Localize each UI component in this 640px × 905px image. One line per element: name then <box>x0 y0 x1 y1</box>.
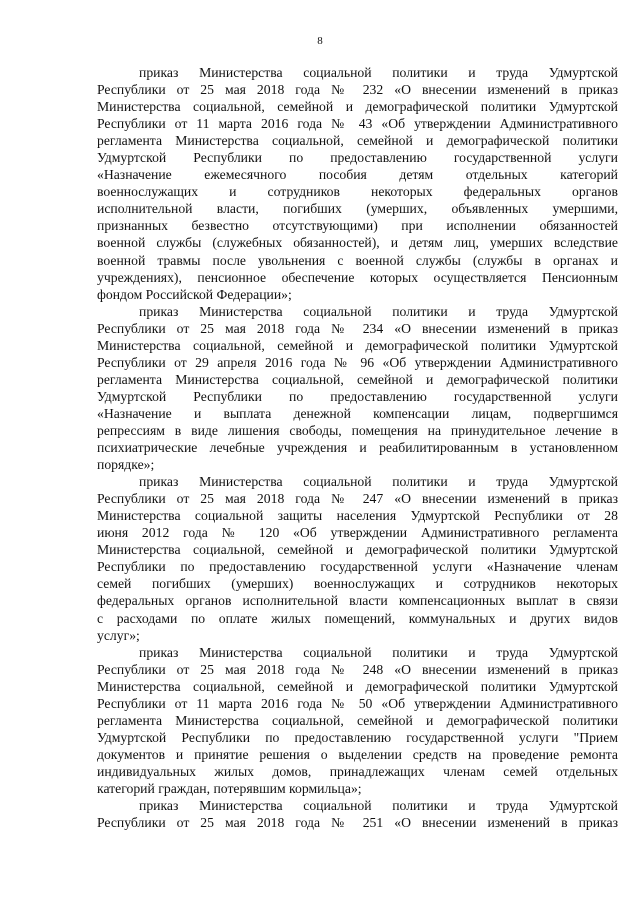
text-line: Удмуртской Республики по предоставлению государственной услуги "Прием <box>97 729 618 745</box>
text-line: Министерства социальной, семейной и демографической политики Удмуртской <box>97 337 618 353</box>
text-line: с расходами по оплате жилых помещений, коммунальных и других видов <box>97 610 618 626</box>
text-line: Республики от 25 мая 2018 года № 232 «О внесении изменений в приказ <box>97 82 618 98</box>
text-line: Республики от 11 марта 2016 года № 43 «Об утверждении Административного <box>97 116 618 132</box>
paragraph <box>97 797 618 831</box>
document-body <box>97 64 618 831</box>
text-line: Республики от 25 мая 2018 года № 234 «О внесении изменений в приказ <box>97 320 618 336</box>
text-line: Министерства социальной, семейной и демографической политики Удмуртской <box>97 542 618 558</box>
text-line: приказ Министерства социальной политики и труда Удмуртской <box>139 644 618 660</box>
text-line: федеральных органов исполнительной власти компенсационных выплат в связи <box>97 593 618 609</box>
page-number: 8 <box>317 35 323 47</box>
text-line: Республики от 29 апреля 2016 года № 96 «Об утверждении Административного <box>97 354 618 370</box>
text-line: фондом Российской Федерации»; <box>97 286 292 302</box>
text-line: документов и принятие решения о выделении средств на проведение ремонта <box>97 746 618 762</box>
text-line: Министерства социальной, семейной и демографической политики Удмуртской <box>97 99 618 115</box>
text-line: психиатрические лечебные учреждения и реабилитированным в установленном <box>97 440 618 456</box>
text-line: индивидуальных жилых домов, принадлежащих членам семей отдельных <box>97 763 618 779</box>
text-line: категорий граждан, потерявшим кормильца»; <box>97 780 362 796</box>
text-line: приказ Министерства социальной политики и труда Удмуртской <box>139 798 618 814</box>
text-line: порядке»; <box>97 457 155 473</box>
text-line: услуг»; <box>97 627 140 643</box>
text-line: Республики от 25 мая 2018 года № 247 «О внесении изменений в приказ <box>97 491 618 507</box>
paragraph <box>97 64 618 303</box>
text-line: Республики от 11 марта 2016 года № 50 «Об утверждении Административного <box>97 695 618 711</box>
text-line: Республики по предоставлению государственной услуги «Назначение членам <box>97 559 618 575</box>
text-line: «Назначение и выплата денежной компенсации лицам, подвергшимся <box>97 405 618 421</box>
paragraph <box>97 473 618 643</box>
text-line: военной травмы после увольнения с военной службы (службы в органах и <box>97 252 618 268</box>
text-line: Республики от 25 мая 2018 года № 251 «О внесении изменений в приказ <box>97 815 618 831</box>
paragraph <box>97 644 618 797</box>
text-line: Удмуртской Республики по предоставлению государственной услуги <box>97 388 618 404</box>
text-line: «Назначение ежемесячного пособия детям отдельных категорий <box>97 167 618 183</box>
text-line: репрессиям в виде лишения свободы, помещения на принудительное лечение в <box>97 422 618 438</box>
text-line: регламента Министерства социальной, семейной и демографической политики <box>97 712 618 728</box>
text-line: приказ Министерства социальной политики и труда Удмуртской <box>139 65 618 80</box>
text-line: приказ Министерства социальной политики и труда Удмуртской <box>139 303 618 319</box>
text-line: военной службы (служебных обязанностей), и детям лиц, умерших вследствие <box>97 235 618 251</box>
text-line: учреждениях), пенсионное обеспечение которых осуществляется Пенсионным <box>97 269 618 285</box>
text-line: регламента Министерства социальной, семейной и демографической политики <box>97 371 618 387</box>
text-line: Министерства социальной защиты населения Удмуртской Республики от 28 <box>97 508 618 524</box>
text-line: военнослужащих и сотрудников некоторых федеральных органов <box>97 184 618 200</box>
text-line: признанных безвестно отсутствующими) при исполнении обязанностей <box>97 218 618 234</box>
text-line: приказ Министерства социальной политики и труда Удмуртской <box>139 474 618 490</box>
paragraph <box>97 303 618 473</box>
text-line: Республики от 25 мая 2018 года № 248 «О внесении изменений в приказ <box>97 661 618 677</box>
text-line: Министерства социальной, семейной и демографической политики Удмуртской <box>97 678 618 694</box>
text-line: регламента Министерства социальной, семейной и демографической политики <box>97 133 618 149</box>
text-line: Удмуртской Республики по предоставлению государственной услуги <box>97 150 618 166</box>
text-line: семей погибших (умерших) военнослужащих и сотрудников некоторых <box>97 576 618 592</box>
text-line: июня 2012 года № 120 «Об утверждении Административного регламента <box>97 525 618 541</box>
text-line: исполнительной власти, погибших (умерших, объявленных умершими, <box>97 201 618 217</box>
